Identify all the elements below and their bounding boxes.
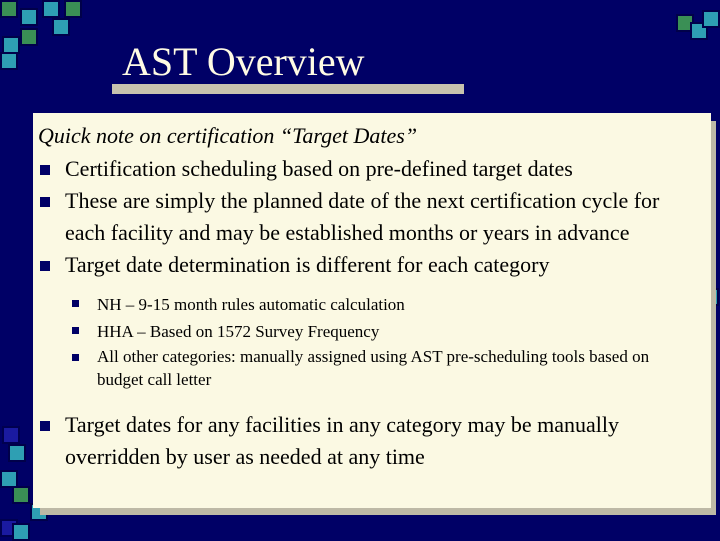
bullet-item bbox=[37, 249, 697, 281]
square-bullet-icon bbox=[72, 354, 79, 361]
decor-square bbox=[702, 10, 720, 28]
bullet-text: Certification scheduling based on pre-defined target dates bbox=[65, 155, 573, 181]
bullet-text: Target dates for any facilities in any category may be manually overridden by user as needed at any time bbox=[65, 411, 619, 469]
sub-bullet-item bbox=[37, 318, 697, 345]
slide-body bbox=[37, 120, 697, 473]
decor-square bbox=[2, 426, 20, 444]
decor-square bbox=[64, 0, 82, 18]
decor-square bbox=[52, 18, 70, 36]
decor-square bbox=[12, 523, 30, 541]
square-bullet-icon bbox=[40, 421, 50, 431]
bullet-item bbox=[37, 185, 697, 249]
sub-bullet-text: NH – 9-15 month rules automatic calculation bbox=[97, 294, 405, 314]
title-underline bbox=[112, 84, 464, 94]
decor-square bbox=[0, 0, 18, 18]
sub-bullet-text: All other categories: manually assigned using AST pre-scheduling tools based on budget call letter bbox=[97, 346, 650, 389]
decor-square bbox=[20, 8, 38, 26]
square-bullet-icon bbox=[40, 197, 50, 207]
sub-bullet-item bbox=[37, 345, 697, 391]
intro-note: Quick note on certification “Target Dates” bbox=[38, 123, 418, 148]
decor-square bbox=[12, 486, 30, 504]
decor-square bbox=[8, 444, 26, 462]
square-bullet-icon bbox=[72, 300, 79, 307]
bullet-item bbox=[37, 409, 697, 473]
sub-bullet-item bbox=[37, 291, 697, 318]
sub-bullet-text: HHA – Based on 1572 Survey Frequency bbox=[97, 321, 380, 341]
bullet-item bbox=[37, 153, 697, 185]
square-bullet-icon bbox=[72, 327, 79, 334]
decor-square bbox=[0, 52, 18, 70]
decor-square bbox=[20, 28, 38, 46]
decor-square bbox=[42, 0, 60, 18]
sub-bullet-list bbox=[37, 291, 697, 391]
slide-title: AST Overview bbox=[122, 39, 365, 84]
square-bullet-icon bbox=[40, 165, 50, 175]
bullet-text: Target date determination is different for each category bbox=[65, 251, 550, 277]
bullet-text: These are simply the planned date of the next certification cycle for each facility and may be established months or years in advance bbox=[65, 187, 660, 245]
square-bullet-icon bbox=[40, 261, 50, 271]
